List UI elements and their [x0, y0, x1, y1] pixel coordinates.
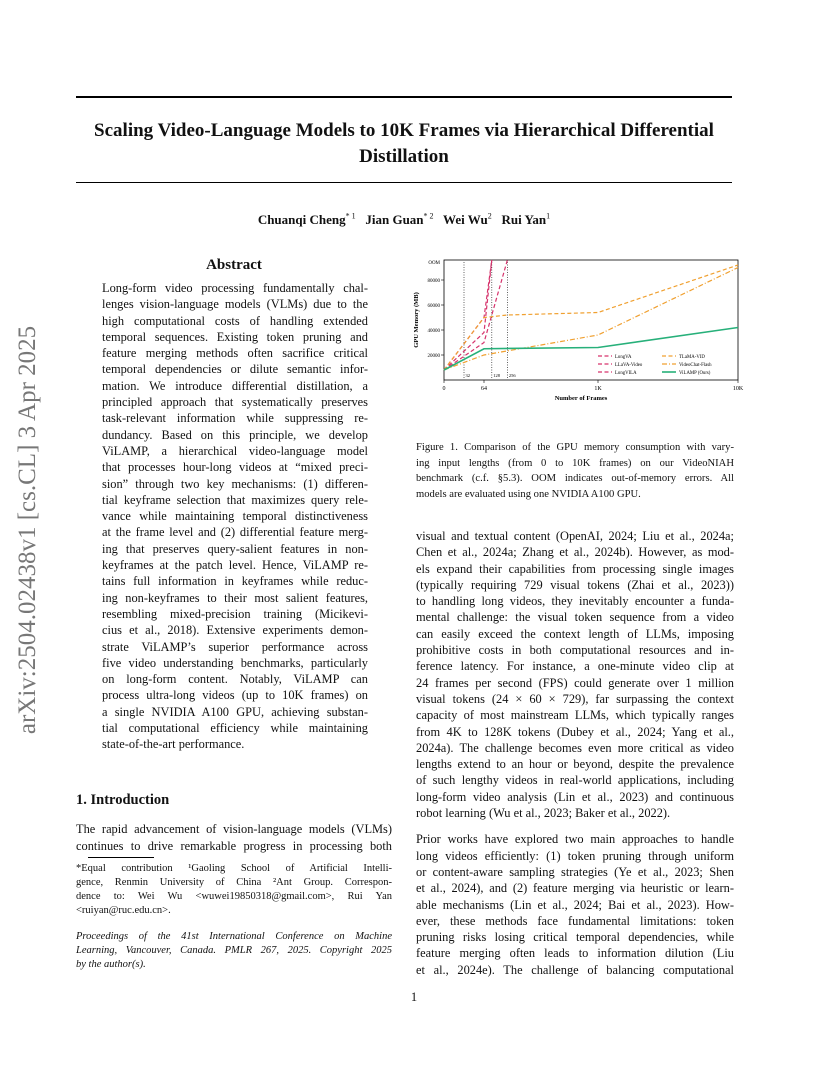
text-line: at the frame level and (2) differential feature merg-: [102, 525, 368, 540]
paper-title: [76, 118, 732, 170]
figure-caption: [416, 440, 734, 502]
text-line: mation. We introduce differential distillation, a: [102, 378, 368, 393]
author: Rui Yan$^1$: [501, 212, 551, 228]
text-line: Prior works have explored two main approaches to handle: [416, 832, 734, 847]
x-axis-label: Number of Frames: [554, 395, 608, 402]
author: Chuanqi Cheng$^{* 1}$: [257, 212, 356, 228]
x-tick-label: 64: [481, 386, 487, 392]
text-line: dundancy. Based on this principle, we develop: [102, 427, 368, 442]
frame-marker-label: 128: [493, 373, 501, 378]
text-line: tial keyframe selection that maximizes query rele-: [102, 492, 368, 507]
arxiv-identifier: arXiv:2504.02438v1 [cs.CL] 3 Apr 2025: [14, 325, 41, 735]
text-line: by the author(s).: [76, 959, 146, 970]
text-line: long-form video analysis (Lin et al., 2023) and continuous: [416, 789, 734, 804]
text-line: five video understanding benchmarks, particularly: [102, 655, 368, 670]
abstract-body: [102, 280, 368, 753]
right-column-text: [416, 528, 734, 988]
text-line: temporal dependencies or dilute semantic infor-: [102, 362, 368, 377]
legend-label: LongVILA: [615, 370, 637, 376]
text-line: lengths extend to an hour or beyond, despite the prevalence: [416, 757, 734, 772]
text-line: ing non-keyframes to their most salient features,: [102, 590, 368, 605]
text-line: resembling mixed-precision training (Micikevi-: [102, 606, 368, 621]
title-line-2: Distillation: [359, 146, 449, 167]
author: Jian Guan$^{* 2}$: [365, 212, 434, 228]
text-line: long videos efficiently: (1) token pruning through uniform: [416, 848, 734, 863]
title-bottom-rule: [76, 182, 732, 183]
text-line: can easily exceed the context length of LLMs, imposing: [416, 626, 734, 641]
y-axis-label: GPU Memory (MB): [413, 292, 420, 348]
text-line: tains full information in keyframes while reduc-: [102, 574, 368, 589]
legend-label: ViLAMP (Ours): [679, 370, 711, 376]
text-line: mental challenge: the visual token sequence from a video: [416, 610, 734, 625]
footnote-rule: [88, 857, 154, 858]
text-line: et al., 2024e). The challenge of balancing computational: [416, 962, 734, 977]
text-line: The rapid advancement of vision-language models (VLMs): [76, 822, 392, 836]
text-line: Long-form video processing fundamentally chal-: [102, 281, 368, 295]
text-line: <ruiyan@ruc.edu.cn>.: [76, 905, 171, 916]
y-tick-label: 60000: [427, 304, 440, 309]
text-line: of such lengthy videos in real-world applications, including: [416, 773, 734, 788]
text-line: (typically requiring 729 visual tokens (Zhai et al., 2023)): [416, 577, 734, 592]
text-line: principled approach that systematically preserves: [102, 395, 368, 410]
text-line: Proceedings of the 41st International Conference on Machine: [76, 931, 392, 942]
frame-marker-label: 32: [465, 373, 470, 378]
text-line: continues to drive remarkable progress in processing both: [76, 838, 392, 853]
text-line: high computational costs of handling extended: [102, 313, 368, 328]
y-tick-label: 20000: [427, 354, 440, 359]
text-line: cius et al., 2018). Extensive experiments demon-: [102, 623, 368, 638]
text-line: or content-aware sampling strategies (Ye et al., 2023; Shen: [416, 864, 734, 879]
legend-label: VideoChat-Flash: [679, 362, 712, 368]
text-line: benchmark (c.f. §5.3). OOM indicates out-of-memory errors. All: [416, 473, 734, 484]
text-line: feature merging often leads to information dilution (Liu: [416, 946, 734, 961]
text-line: Learning, Vancouver, Canada. PMLR 267, 2025. Copyright 2025: [76, 945, 392, 956]
text-line: ing input lengths (from 0 to 10K frames) on our VideoNIAH: [416, 457, 734, 469]
abstract-heading: Abstract: [206, 257, 262, 273]
text-line: ViLAMP, a hierarchical video-language model: [102, 443, 368, 458]
y-tick-label: 40000: [427, 329, 440, 334]
text-line: feature merging methods often sacrifice critical: [102, 346, 368, 361]
text-line: that processes hour-long videos at “mixed preci-: [102, 460, 368, 475]
y-tick-label: OOM: [428, 261, 440, 266]
text-line: *Equal contribution ¹Gaoling School of Artificial Intelli-: [76, 863, 392, 874]
text-line: vance while maintaining temporal distinctiveness: [102, 509, 368, 524]
text-line: ing that preserves query-salient features in non-: [102, 541, 368, 556]
introduction-heading: 1. Introduction: [76, 792, 170, 808]
arxiv-sidebar: [8, 300, 48, 760]
x-tick-label: 0: [442, 386, 446, 392]
text-line: robot learning (Wu et al., 2023; Baker et al., 2022).: [416, 806, 671, 821]
paragraph: [416, 831, 734, 978]
text-line: ference latency. For instance, a one-minute video clip at: [416, 659, 734, 674]
text-line: visual and textual content (OpenAI, 2024; Liu et al., 2024a;: [416, 529, 734, 543]
text-line: capacity of most mainstream LLMs, which typically ranges: [416, 708, 734, 723]
text-line: ever, these methods face fundamental limitations: token: [416, 913, 734, 928]
text-line: task-relevant information while suppressing re-: [102, 411, 368, 426]
text-line: process ultra-long videos (up to 10K frames) on: [102, 688, 368, 703]
text-line: pruning risks losing critical temporal dependencies, while: [416, 930, 734, 945]
y-tick-label: 80000: [427, 279, 440, 284]
text-line: models are evaluated using one NVIDIA A100 GPU.: [416, 488, 641, 500]
proceedings-note: [76, 930, 392, 972]
text-line: temporal sequences. Existing token pruning and: [102, 329, 368, 344]
x-tick-label: 10K: [732, 386, 744, 392]
frame-marker-label: 256: [508, 373, 516, 378]
text-line: et al., 2024), and (2) feature merging via heuristic or learn-: [416, 881, 734, 896]
top-rule: [76, 96, 732, 98]
text-line: on long-form content. Notably, ViLAMP can: [102, 672, 368, 687]
page-number: 1: [410, 990, 418, 1004]
text-line: sion” through two key mechanisms: (1) differen-: [102, 476, 368, 491]
text-line: Figure 1. Comparison of the GPU memory consumption with vary-: [416, 442, 734, 453]
text-line: 2024a). The challenge becomes even more critical as video: [416, 740, 734, 755]
text-line: from 4K to 128K tokens (Dubey et al., 2024; Yang et al.,: [416, 724, 734, 739]
text-line: dence to: Wei Wu <wuwei19850318@gmail.com>, Rui Yan: [76, 891, 392, 902]
author-list: [76, 212, 732, 228]
text-line: able mechanisms (Lin et al., 2024; Bai et al., 2023). How-: [416, 897, 734, 912]
memory-chart: [408, 252, 746, 408]
text-line: els expand their capabilities from processing single images: [416, 561, 734, 576]
text-line: visual tokens (24 × 60 × 729), far surpassing the context: [416, 691, 734, 706]
legend-label: TLaMA-VID: [679, 354, 705, 360]
text-line: tial computational efficiency while maintaining: [102, 721, 368, 736]
text-line: to handling long videos, they inevitably encounter a funda-: [416, 594, 734, 609]
text-line: Chen et al., 2024a; Zhang et al., 2024b). However, as mod-: [416, 545, 734, 560]
footnote: [76, 862, 392, 918]
text-line: strate ViLAMP’s superior performance across: [102, 639, 368, 654]
introduction-body: [76, 821, 392, 854]
text-line: 24 frames per second (FPS) could generate over 1 million: [416, 675, 734, 690]
text-line: prohibitive costs in both computational resources and in-: [416, 643, 734, 658]
title-line-1: Scaling Video-Language Models to 10K Frames via Hierarchical Differential: [94, 120, 714, 141]
author: Wei Wu$^2$: [443, 212, 492, 228]
text-line: state-of-the-art performance.: [102, 737, 245, 752]
text-line: a single NVIDIA A100 GPU, achieving substan-: [102, 704, 368, 719]
text-line: keyframes at the patch level. Hence, ViLAMP re-: [102, 558, 368, 573]
legend-label: LongVA: [615, 354, 632, 360]
text-line: lenges vision-language models (VLMs) due to the: [102, 297, 368, 312]
x-tick-label: 1K: [594, 386, 602, 392]
legend-label: LLaVA-Video: [615, 362, 643, 368]
text-line: gence, Renmin University of China ²Ant Group. Correspon-: [76, 877, 392, 888]
paragraph: [416, 528, 734, 821]
